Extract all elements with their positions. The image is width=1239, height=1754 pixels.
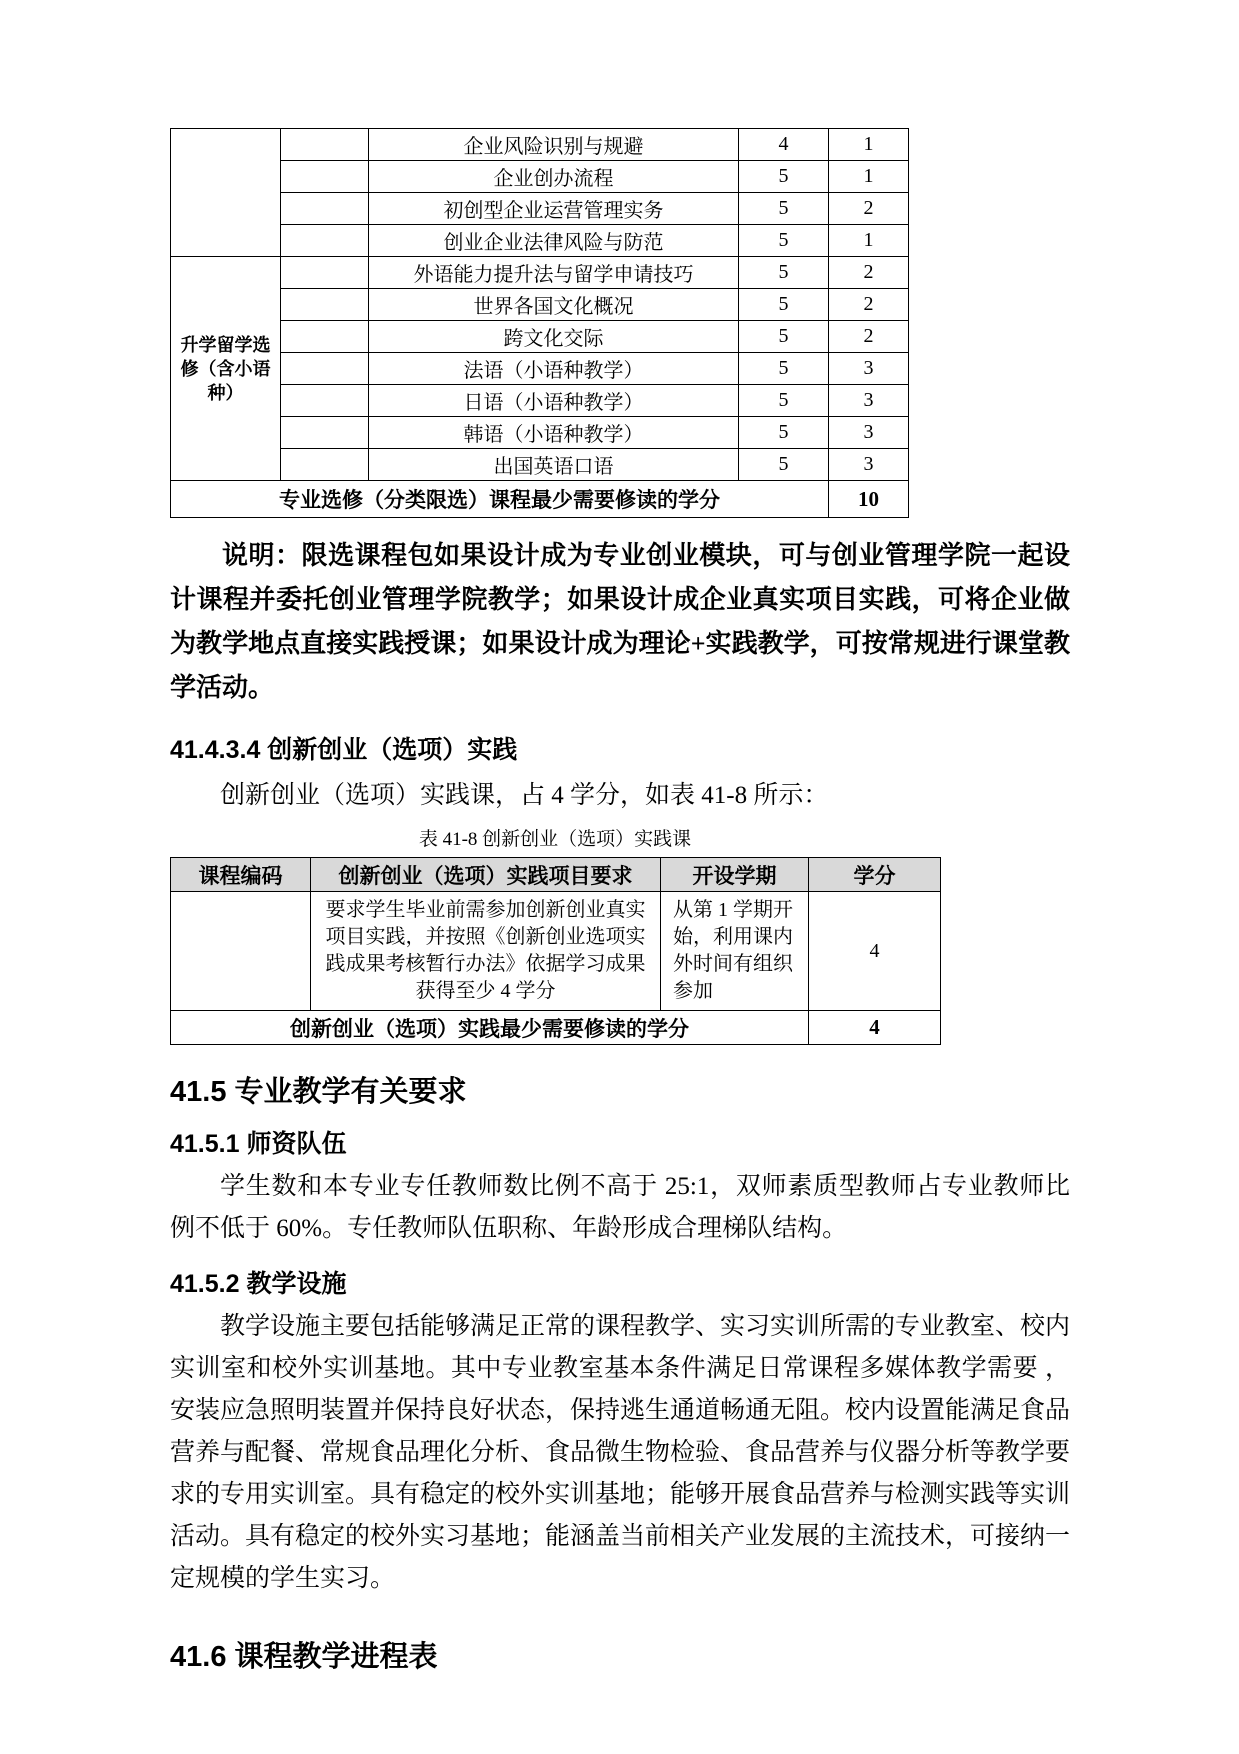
spacer-cell [281,129,369,161]
table-row [171,385,909,417]
min-credits-value: 10 [829,481,909,518]
credits-cell: 1 [829,161,909,193]
credits-cell: 4 [809,892,941,1011]
table-row [171,449,909,481]
header-course-code: 课程编码 [171,858,311,892]
section-heading-41-5: 41.5 专业教学有关要求 [170,1076,467,1108]
course-name-cell: 企业创办流程 [369,161,739,193]
semester-cell: 5 [739,289,829,321]
min-credits-label: 创新创业（选项）实践最少需要修读的学分 [171,1011,809,1045]
table-row [171,193,909,225]
group-label-cell [171,129,281,257]
semester-cell: 从第 1 学期开始，利用课内外时间有组织参加 [661,892,809,1011]
course-name-cell: 外语能力提升法与留学申请技巧 [369,257,739,289]
spacer-cell [281,161,369,193]
spacer-cell [281,289,369,321]
credits-cell: 3 [829,353,909,385]
semester-cell: 5 [739,193,829,225]
credits-cell: 3 [829,417,909,449]
table-caption: 表 41-8 创新创业（选项）实践课 [418,829,692,850]
credits-cell: 2 [829,193,909,225]
spacer-cell [281,321,369,353]
intro-paragraph: 创新创业（选项）实践课，占 4 学分，如表 41-8 所示： [220,782,829,809]
semester-cell: 5 [739,353,829,385]
credits-cell: 1 [829,225,909,257]
table-row [171,225,909,257]
spacer-cell [281,385,369,417]
group-label-cell: 升学留学选修（含小语种） [171,257,281,481]
spacer-cell [281,193,369,225]
elective-courses-table [170,128,909,518]
note-paragraph: 说明：限选课程包如果设计成为专业创业模块，可与创业管理学院一起设计课程并委托创业管理学院教学；如果设计成企业真实项目实践，可将企业做为教学地点直接实践授课；如果设计成为理论+实践教学，可按常规进行课堂教学活动。 [170,541,1070,702]
course-name-cell: 创业企业法律风险与防范 [369,225,739,257]
credits-cell: 2 [829,257,909,289]
table-row [171,353,909,385]
header-credits: 学分 [809,858,941,892]
semester-cell: 5 [739,225,829,257]
table-footer-row [171,481,909,518]
credits-cell: 3 [829,449,909,481]
section-heading-41-4-3-4: 41.4.3.4 创新创业（选项）实践 [170,736,518,764]
course-name-cell: 跨文化交际 [369,321,739,353]
header-semester: 开设学期 [661,858,809,892]
semester-cell: 5 [739,417,829,449]
credits-cell: 1 [829,129,909,161]
table-row [171,321,909,353]
table-row [171,892,941,1011]
table-row [171,417,909,449]
min-credits-value: 4 [809,1011,941,1045]
course-name-cell: 日语（小语种教学） [369,385,739,417]
semester-cell: 5 [739,257,829,289]
table-header-row [171,858,941,892]
faculty-paragraph: 学生数和本专业专任教师数比例不高于 25:1，双师素质型教师占专业教师比例不低于 60%。专任教师队伍职称、年龄形成合理梯队结构。 [170,1173,1070,1242]
credits-cell: 3 [829,385,909,417]
spacer-cell [281,417,369,449]
practice-course-table [170,857,941,1045]
section-heading-41-6: 41.6 课程教学进程表 [170,1641,438,1673]
spacer-cell [281,225,369,257]
credits-cell: 2 [829,289,909,321]
facilities-paragraph: 教学设施主要包括能够满足正常的课程教学、实习实训所需的专业教室、校内实训室和校外实训基地。其中专业教室基本条件满足日常课程多媒体教学需要 ，安装应急照明装置并保持良好状态，保持逃生通道畅通无阻。校内设置能满足食品营养与配餐、常规食品理化分析、食品微生物检验、食品营养与仪器分析等教学要求的专用实训室。具有稳定的校外实训基地；能够开展食品营养与检测实践等实训活动。具有稳定的校外实习基地；能涵盖当前相关产业发展的主流技术，可接纳一定规模的学生实习。 [170,1313,1071,1592]
course-name-cell: 世界各国文化概况 [369,289,739,321]
table-row [171,257,909,289]
table-footer-row [171,1011,941,1045]
table-row [171,161,909,193]
course-name-cell: 韩语（小语种教学） [369,417,739,449]
semester-cell: 5 [739,385,829,417]
section-heading-41-5-2: 41.5.2 教学设施 [170,1270,347,1298]
semester-cell: 4 [739,129,829,161]
semester-cell: 5 [739,449,829,481]
table-row [171,289,909,321]
course-name-cell: 初创型企业运营管理实务 [369,193,739,225]
credits-cell: 2 [829,321,909,353]
course-name-cell: 出国英语口语 [369,449,739,481]
course-name-cell: 法语（小语种教学） [369,353,739,385]
requirement-cell: 要求学生毕业前需参加创新创业真实项目实践，并按照《创新创业选项实践成果考核暂行办法》依据学习成果获得至少 4 学分 [311,892,661,1011]
semester-cell: 5 [739,161,829,193]
spacer-cell [281,449,369,481]
semester-cell: 5 [739,321,829,353]
table-row [171,129,909,161]
course-name-cell: 企业风险识别与规避 [369,129,739,161]
spacer-cell [281,257,369,289]
min-credits-label: 专业选修（分类限选）课程最少需要修读的学分 [171,481,829,518]
course-code-cell [171,892,311,1011]
spacer-cell [281,353,369,385]
header-requirement: 创新创业（选项）实践项目要求 [311,858,661,892]
section-heading-41-5-1: 41.5.1 师资队伍 [170,1130,347,1158]
